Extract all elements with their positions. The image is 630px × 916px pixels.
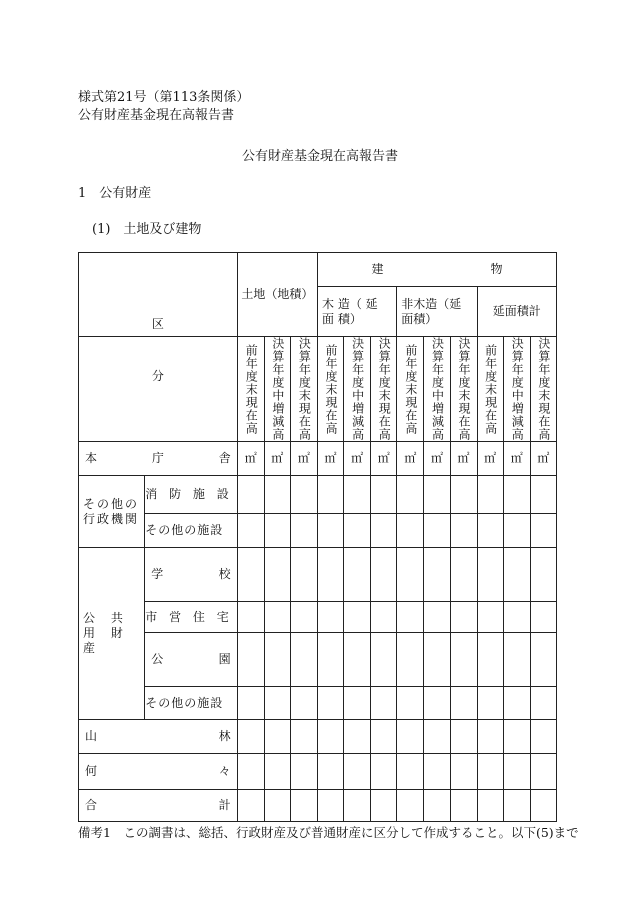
table-row xyxy=(79,548,557,602)
header-building xyxy=(318,253,557,287)
header-nonwood xyxy=(397,287,477,337)
col-header-change xyxy=(264,337,290,442)
col-header-prev xyxy=(237,337,264,442)
row-misc-char: 何 xyxy=(85,764,98,778)
col-change-label: 決算年度中増減高 xyxy=(510,337,525,441)
row-total-char: 合 xyxy=(85,798,98,812)
col-prev-label: 前年度末現在高 xyxy=(483,343,498,435)
row-label-fire: 消 防 施 設 xyxy=(145,476,237,514)
row-label-other-facility: その他の施設 xyxy=(145,514,237,548)
header-wood-label: 木 造（ 延 面 積） xyxy=(322,296,378,326)
unit-cell: ㎡ xyxy=(318,442,344,476)
unit-cell: ㎡ xyxy=(503,442,530,476)
corner-top-label: 区 xyxy=(151,317,164,331)
table-row xyxy=(79,754,557,790)
row-label-housing: 市 営 住 宅 xyxy=(145,602,237,633)
table-row xyxy=(79,514,557,548)
col-header-change xyxy=(344,337,371,442)
col-prev-label: 前年度末現在高 xyxy=(403,343,418,435)
col-header-end xyxy=(371,337,397,442)
unit-cell: ㎡ xyxy=(530,442,556,476)
header-land-label: 土地（地積） xyxy=(241,287,314,301)
table-row xyxy=(79,720,557,754)
form-name: 公有財産基金現在高報告書 xyxy=(78,108,235,123)
header-total-floor xyxy=(477,287,556,337)
row-group-other-admin xyxy=(79,476,145,548)
row-group-public xyxy=(79,548,145,720)
col-header-prev xyxy=(477,337,503,442)
col-end-label: 決算年度末現在高 xyxy=(457,337,472,441)
unit-cell: ㎡ xyxy=(424,442,450,476)
col-prev-label: 前年度末現在高 xyxy=(244,343,259,435)
row-label-misc xyxy=(79,754,238,790)
table-row xyxy=(79,476,557,514)
col-prev-label: 前年度末現在高 xyxy=(324,343,339,435)
col-header-prev xyxy=(397,337,424,442)
header-wood xyxy=(318,287,397,337)
header-total-floor-label: 延面積計 xyxy=(492,304,541,318)
unit-cell: ㎡ xyxy=(371,442,397,476)
header-building-right: 物 xyxy=(490,262,503,276)
table-row xyxy=(79,687,557,720)
row-honcho-char: 庁 xyxy=(151,451,164,465)
header-land xyxy=(237,253,317,337)
row-label-total xyxy=(79,790,238,822)
unit-cell: ㎡ xyxy=(450,442,477,476)
col-header-end xyxy=(530,337,556,442)
row-school-char: 学 xyxy=(151,567,164,581)
table-row xyxy=(79,790,557,822)
row-label-forest xyxy=(79,720,238,754)
col-header-prev xyxy=(318,337,344,442)
row-forest-char: 林 xyxy=(218,729,231,743)
row-park-char: 公 xyxy=(151,652,164,666)
header-building-left: 建 xyxy=(371,262,384,276)
unit-cell: ㎡ xyxy=(397,442,424,476)
unit-cell: ㎡ xyxy=(264,442,290,476)
row-honcho-char: 舎 xyxy=(218,451,231,465)
unit-cell: ㎡ xyxy=(290,442,317,476)
subsection-heading: (1) 土地及び建物 xyxy=(92,222,202,237)
header-corner-top xyxy=(79,253,238,337)
footnote: 備考1 この調書は、総括、行政財産及び普通財産に区分して作成すること。以下(5)まで xyxy=(78,825,579,840)
row-forest-char: 山 xyxy=(85,729,98,743)
row-label-other-facility: その他の施設 xyxy=(145,687,237,720)
col-end-label: 決算年度末現在高 xyxy=(536,337,551,441)
col-change-label: 決算年度中増減高 xyxy=(430,337,445,441)
unit-cell: ㎡ xyxy=(477,442,503,476)
row-total-char: 計 xyxy=(218,798,231,812)
row-school-char: 校 xyxy=(218,567,231,581)
table-row xyxy=(79,602,557,633)
row-other-admin-label: その他の行政機関 xyxy=(83,496,140,526)
row-honcho-char: 本 xyxy=(85,451,98,465)
row-label-honcho xyxy=(79,442,238,476)
col-header-end xyxy=(290,337,317,442)
land-building-table xyxy=(78,252,557,822)
document-title: 公有財産基金現在高報告書 xyxy=(242,149,399,164)
table-row xyxy=(79,442,557,476)
row-public-label: 公 共 用 財 産 xyxy=(83,611,129,655)
col-end-label: 決算年度末現在高 xyxy=(297,337,312,441)
col-end-label: 決算年度末現在高 xyxy=(377,337,392,441)
row-label-park xyxy=(145,633,237,687)
unit-cell: ㎡ xyxy=(237,442,264,476)
corner-bottom-label: 分 xyxy=(151,369,164,383)
col-header-end xyxy=(450,337,477,442)
row-misc-char: 々 xyxy=(218,764,231,778)
header-nonwood-label: 非木造（延面積） xyxy=(401,296,462,326)
col-change-label: 決算年度中増減高 xyxy=(270,337,285,441)
row-park-char: 園 xyxy=(218,652,231,666)
header-corner-bottom xyxy=(79,337,238,442)
form-number: 様式第21号（第113条関係） xyxy=(78,90,250,105)
unit-cell: ㎡ xyxy=(344,442,371,476)
table-row xyxy=(79,633,557,687)
col-header-change xyxy=(503,337,530,442)
section-heading: 1 公有財産 xyxy=(78,186,152,201)
col-change-label: 決算年度中増減高 xyxy=(350,337,365,441)
col-header-change xyxy=(424,337,450,442)
row-label-school xyxy=(145,548,237,602)
